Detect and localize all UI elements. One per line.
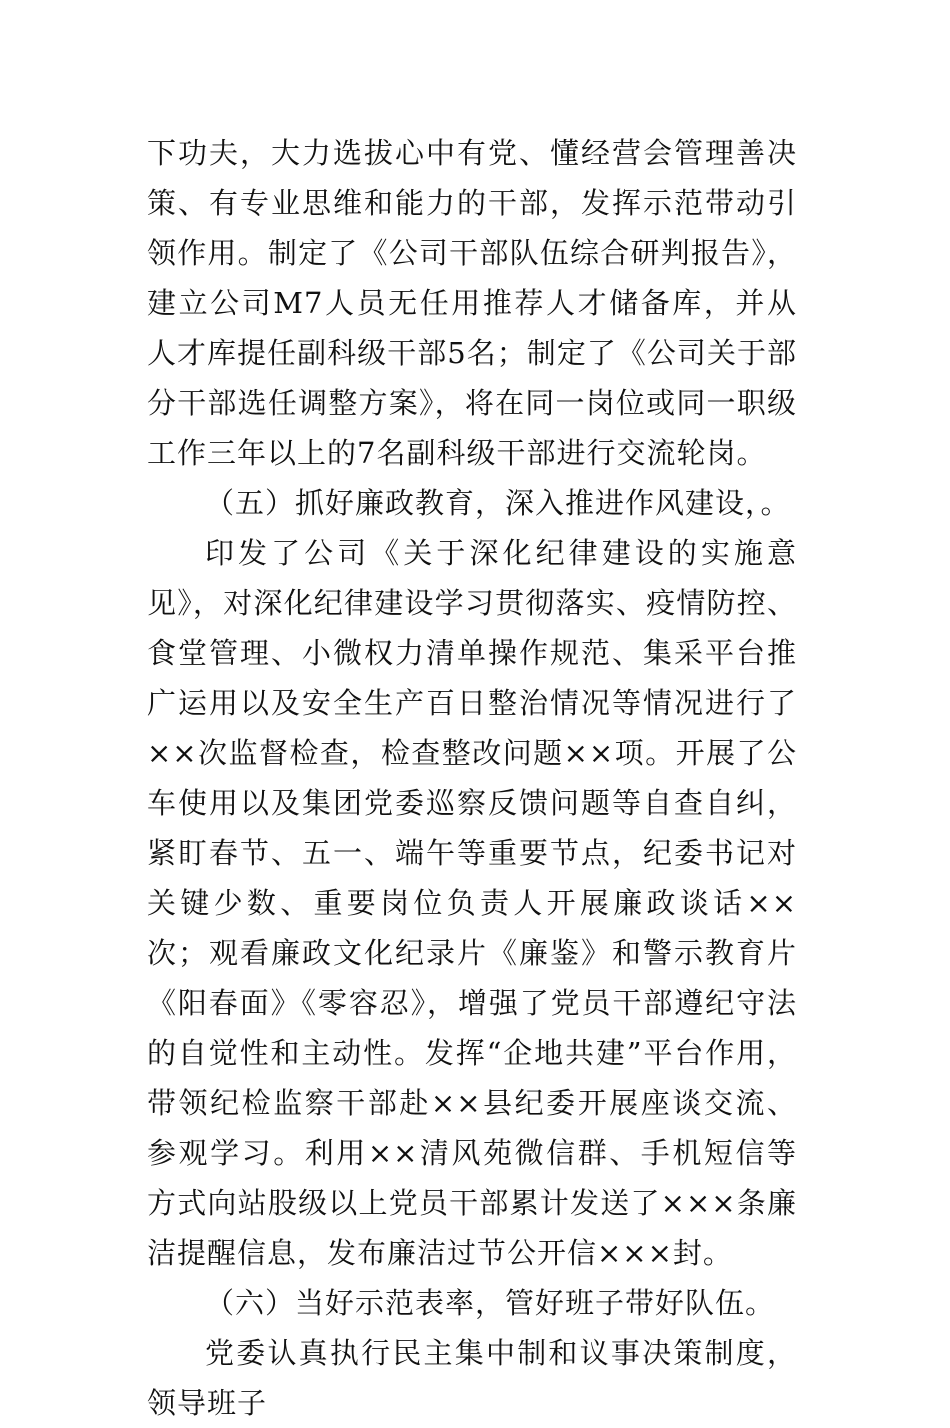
paragraph-party-committee: 党委认真执行民主集中制和议事决策制度，领导班子 [147,1336,797,1420]
paragraph-integrity-education: 印发了公司《关于深化纪律建设的实施意见》，对深化纪律建设学习贯彻落实、疫情防控、食堂管理、小微权力清单操作规范、集采平台推广运用以及安全生产百日整治情况等情况进行了××次监督检查，检查整改问题××项。开展了公车使用以及集团党委巡察反馈问题等自查自纠，紧盯春节、五一、端午等重要节点，纪委书记对关键少数、重要岗位负责人开展廉政谈话××次；观看廉政文化纪录片《廉鉴》和警示教育片《阳春面》《零容忍》，增强了党员干部遵纪守法的自觉性和主动性。发挥“企地共建”平台作用，带领纪检监察干部赴××县纪委开展座谈交流、参观学习。利用××清风苑微信群、手机短信等方式向站股级以上党员干部累计发送了×××条廉洁提醒信息，发布廉洁过节公开信×××封。 [147,536,797,1270]
section-heading-5: （五）抓好廉政教育，深入推进作风建设，。 [205,486,791,520]
section-heading-6: （六）当好示范表率，管好班子带好队伍。 [205,1286,776,1320]
document-body [147,128,797,1428]
paragraph-cadre-selection: 下功夫，大力选拔心中有党、懂经营会管理善决策、有专业思维和能力的干部，发挥示范带动引领作用。制定了《公司干部队伍综合研判报告》，建立公司M7人员无任用推荐人才储备库，并从人才库提任副科级干部5名；制定了《公司关于部分干部选任调整方案》，将在同一岗位或同一职级工作三年以上的7名副科级干部进行交流轮岗。 [147,136,797,470]
